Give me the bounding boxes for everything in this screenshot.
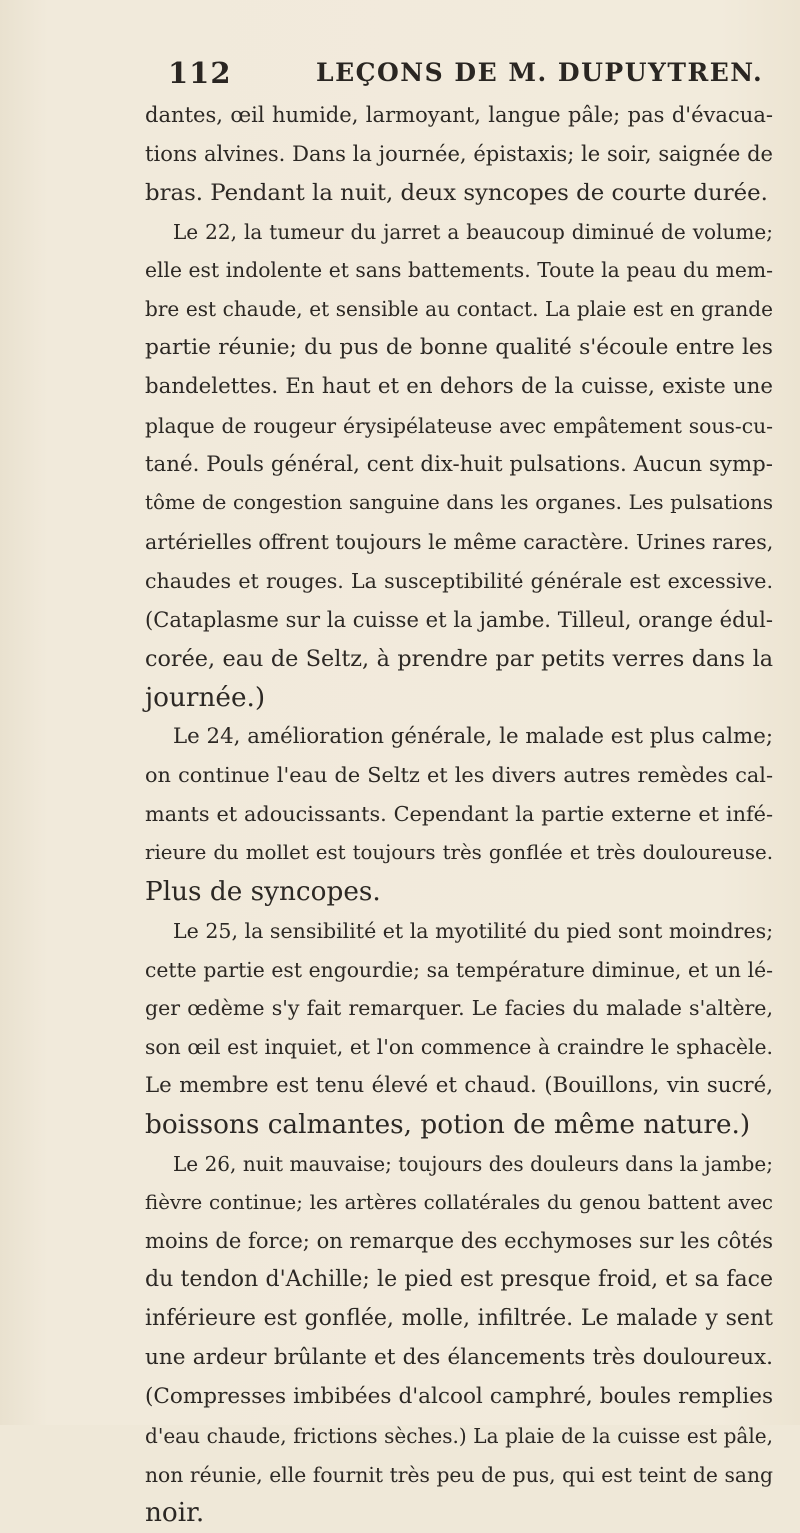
text-line: tions alvines. Dans la journée, épistaxis; le soir, saignée de	[145, 140, 773, 166]
text-line: on continue l'eau de Seltz et les divers autres remèdes cal-	[145, 763, 773, 788]
text-line: boissons calmantes, potion de même nature.)	[145, 1109, 751, 1140]
text-line: Le 26, nuit mauvaise; toujours des douleurs dans la jambe;	[173, 1151, 773, 1176]
text-line: (Cataplasme sur la cuisse et la jambe. Tilleul, orange édul-	[145, 606, 773, 632]
text-line: Le membre est tenu élevé et chaud. (Bouillons, vin sucré,	[145, 1073, 773, 1099]
text-line: partie réunie; du pus de bonne qualité s'écoule entre les	[145, 335, 773, 361]
text-line: plaque de rougeur érysipélateuse avec empâtement sous-cu-	[145, 413, 773, 438]
text-line: cette partie est engourdie; sa température diminue, et un lé-	[145, 957, 773, 982]
text-line: non réunie, elle fournit très peu de pus, qui est teint de sang	[145, 1462, 773, 1487]
text-line: fièvre continue; les artères collatérales du genou battent avec	[145, 1190, 773, 1214]
page-number: 112	[168, 56, 232, 90]
text-line: chaudes et rouges. La susceptibilité générale est excessive.	[145, 569, 773, 594]
text-line: Le 22, la tumeur du jarret a beaucoup diminué de volume;	[173, 219, 773, 244]
text-line: bandelettes. En haut et en dehors de la cuisse, existe une	[145, 373, 773, 399]
text-line: bre est chaude, et sensible au contact. La plaie est en grande	[145, 297, 773, 322]
page-header	[168, 52, 800, 92]
text-line: Plus de syncopes.	[145, 876, 381, 907]
running-title: LEÇONS DE M. DUPUYTREN.	[316, 58, 764, 87]
text-line: ger œdème s'y fait remarquer. Le facies du malade s'altère,	[145, 996, 773, 1021]
text-line: artérielles offrent toujours le même caractère. Urines rares,	[145, 530, 774, 555]
text-line: tôme de congestion sanguine dans les organes. Les pulsations	[145, 491, 773, 515]
text-line: inférieure est gonflée, molle, infiltrée. Le malade y sent	[145, 1306, 773, 1332]
text-line: noir.	[145, 1498, 205, 1529]
text-line: elle est indolente et sans battements. Toute la peau du mem-	[145, 258, 773, 283]
text-line: du tendon d'Achille; le pied est presque froid, et sa face	[145, 1267, 773, 1293]
text-line: mants et adoucissants. Cependant la partie externe et infé-	[145, 802, 773, 827]
text-line: une ardeur brûlante et des élancements très douloureux.	[145, 1345, 773, 1370]
text-line: tané. Pouls général, cent dix-huit pulsations. Aucun symp-	[145, 451, 773, 477]
text-line: Le 25, la sensibilité et la myotilité du pied sont moindres;	[173, 918, 774, 943]
text-line: son œil est inquiet, et l'on commence à craindre le sphacèle.	[145, 1035, 773, 1060]
text-line: (Compresses imbibées d'alcool camphré, boules remplies	[145, 1383, 773, 1409]
text-line: moins de force; on remarque des ecchymoses sur les côtés	[145, 1228, 773, 1254]
text-line: rieure du mollet est toujours très gonflée et très douloureuse.	[145, 841, 773, 865]
text-line: dantes, œil humide, larmoyant, langue pâle; pas d'évacua-	[145, 102, 773, 127]
body-text	[145, 96, 773, 1533]
text-line: Le 24, amélioration générale, le malade est plus calme;	[173, 723, 773, 749]
text-line: d'eau chaude, frictions sèches.) La plaie de la cuisse est pâle,	[145, 1423, 773, 1448]
text-line: journée.)	[145, 682, 266, 713]
text-line: corée, eau de Seltz, à prendre par petits verres dans la	[145, 645, 773, 672]
text-line: bras. Pendant la nuit, deux syncopes de courte durée.	[145, 179, 768, 206]
